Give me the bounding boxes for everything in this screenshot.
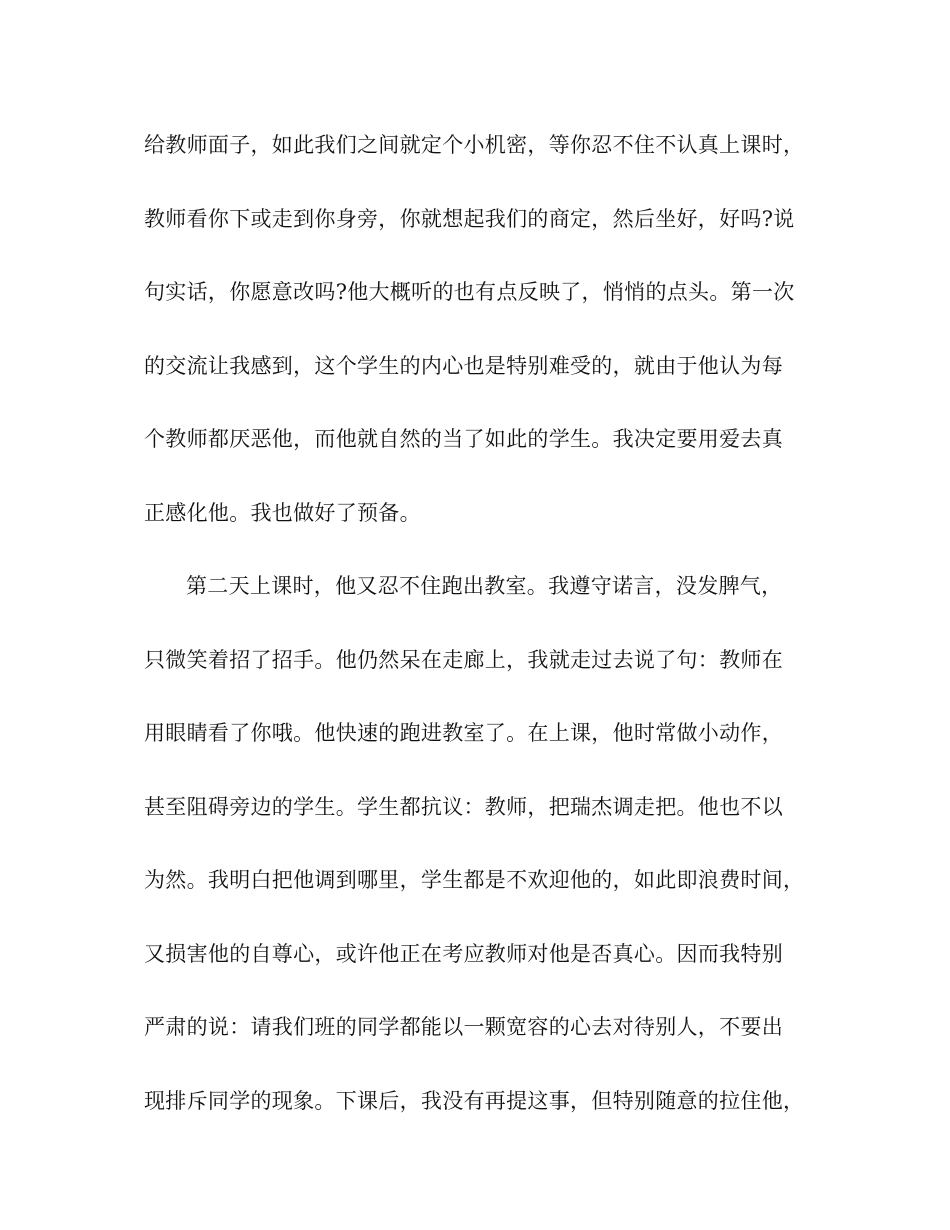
text-line: 用眼睛看了你哦。他快速的跑进教室了。在上课，他时常做小动作，: [144, 721, 783, 745]
text-line: 给教师面子，如此我们之间就定个小机密，等你忍不住不认真上课时，: [144, 133, 805, 157]
text-line: 正感化他。我也做好了预备。: [144, 500, 421, 525]
text-line: 教师看你下或走到你身旁，你就想起我们的商定，然后坐好，好吗?说: [144, 206, 795, 231]
text-line: 现排斥同学的现象。下课后，我没有再提这事，但特别随意的拉住他，: [144, 1088, 805, 1113]
text-line: 为然。我明白把他调到哪里，学生都是不欢迎他的，如此即浪费时间，: [144, 868, 805, 892]
text-line: 的交流让我感到，这个学生的内心也是特别难受的，就由于他认为每: [144, 353, 783, 378]
body-text: [144, 125, 814, 1154]
text-line: 严肃的说：请我们班的同学都能以一颗宽容的心去对待别人，不要出: [144, 1015, 783, 1039]
text-line: 个教师都厌恶他，而他就自然的当了如此的学生。我决定要用爱去真: [144, 427, 783, 451]
text-line: 甚至阻碍旁边的学生。学生都抗议：教师，把瑞杰调走把。他也不以: [144, 794, 783, 819]
text-line: 句实话，你愿意改吗?他大概听的也有点反映了，悄悄的点头。第一次: [144, 280, 795, 304]
text-line: 又损害他的自尊心，或许他正在考应教师对他是否真心。因而我特别: [144, 941, 783, 966]
paragraph-start-line: 第二天上课时，他又忍不住跑出教室。我遵守诺言，没发脾气，: [186, 574, 783, 598]
text-line: 只微笑着招了招手。他仍然呆在走廊上，我就走过去说了句：教师在: [144, 647, 783, 672]
